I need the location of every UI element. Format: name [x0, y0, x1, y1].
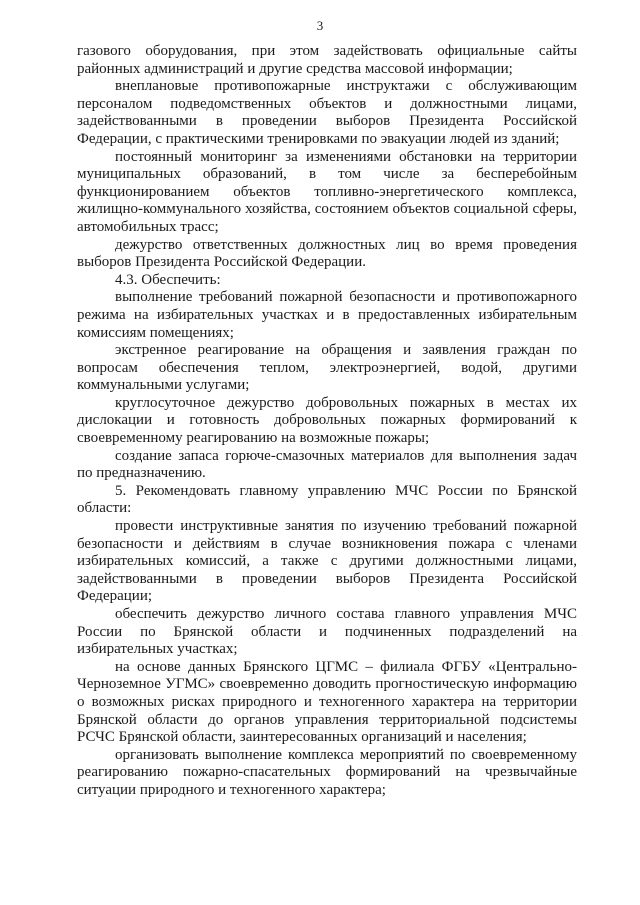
paragraph-forecast-info: на основе данных Брянского ЦГМС – филиала ФГБУ «Центрально-Черноземное УГМС» своевременно доводить прогностическую информацию о возможных рисках природного и техногенного характера на территории Брянской области до органов управления территориальной подсистемы РСЧС Брянской области, заинтересованных организаций и населения; [77, 658, 577, 746]
paragraph-duty-officials: дежурство ответственных должностных лиц во время проведения выборов Президента Российской Федерации. [77, 236, 577, 271]
page-number: 3 [316, 18, 324, 33]
document-body [77, 43, 577, 800]
paragraph-monitoring: постоянный мониторинг за изменениями обстановки на территории муниципальных образований, в том числе за бесперебойным функционированием объектов топливно-энергетического комплекса, жилищно-коммунального хозяйства, состоянием объектов социальной сферы, автомобильных трасс; [77, 148, 577, 235]
paragraph-staff-duty: обеспечить дежурство личного состава главного управления МЧС России по Брянской области и подчиненных подразделений на избирательных участках; [77, 606, 577, 658]
paragraph-fuel-reserve: создание запаса горюче-смазочных материалов для выполнения задач по предназначению. [77, 447, 577, 482]
paragraph-fire-safety: выполнение требований пожарной безопасности и противопожарного режима на избирательных участках и в предоставленных избирательным комиссиям помещениях; [77, 289, 577, 341]
paragraph-emergency-response: экстренное реагирование на обращения и заявления граждан по вопросам обеспечения теплом, электроэнергией, водой, другими коммунальными услугами; [77, 342, 577, 394]
section-heading-4-3: 4.3. Обеспечить: [115, 271, 221, 288]
paragraph-training: провести инструктивные занятия по изучению требований пожарной безопасности и действиям в случае возникновения пожара с членами избирательных комиссий, а также с другими должностными лицами, задействованными в проведении выборов Президента Российской Федерации; [77, 518, 577, 605]
paragraph-gas-equipment: газового оборудования, при этом задействовать официальные сайты районных администраций и другие средства массовой информации; [77, 43, 577, 77]
paragraph-volunteer-duty: круглосуточное дежурство добровольных пожарных в местах их дислокации и готовность добровольных пожарных формирований к своевременному реагированию на возможные пожары; [77, 394, 577, 447]
paragraph-response-measures: организовать выполнение комплекса мероприятий по своевременному реагированию пожарно-спасательных формирований на чрезвычайные ситуации природного и техногенного характера; [77, 746, 577, 798]
section-heading-5: 5. Рекомендовать главному управлению МЧС России по Брянской области: [77, 482, 577, 517]
paragraph-fire-briefings: внеплановые противопожарные инструктажи с обслуживающим персоналом подведомственных объектов и должностными лицами, задействованными в проведении выборов Президента Российской Федерации, с практическими тренировками по эвакуации людей из зданий; [77, 78, 577, 147]
